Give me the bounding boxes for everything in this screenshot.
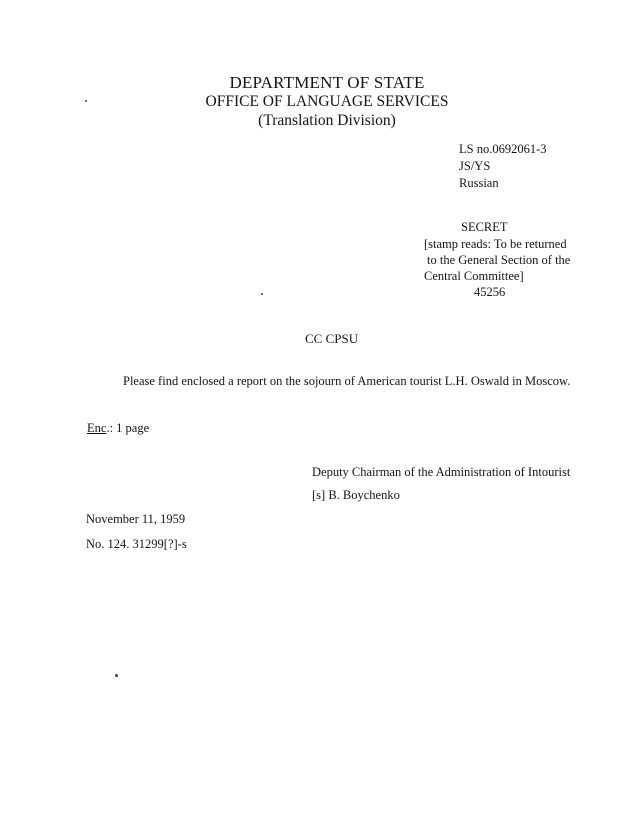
- body-text: Please find enclosed a report on the sojourn of American tourist L.H. Oswald in Moscow.: [123, 374, 571, 388]
- signatory-name: [s] B. Boychenko: [312, 488, 400, 502]
- scan-speck: [85, 100, 87, 102]
- signatory-title: Deputy Chairman of the Administration of Intourist: [312, 465, 571, 479]
- source-language: Russian: [459, 176, 499, 190]
- stamp-line-2: to the General Section of the: [427, 253, 571, 267]
- scan-speck: [261, 293, 263, 295]
- addressee: CC CPSU: [305, 331, 359, 346]
- classification-number: 45256: [474, 285, 506, 299]
- stamp-line-1: [stamp reads: To be returned: [424, 237, 567, 251]
- enclosure-abbr: Enc: [87, 421, 107, 435]
- enclosure-line: [87, 421, 149, 436]
- scan-speck: [115, 674, 118, 677]
- header-division: (Translation Division): [258, 112, 396, 129]
- document-date: November 11, 1959: [86, 512, 186, 526]
- translator-initials: JS/YS: [459, 159, 491, 173]
- ls-number: LS no.0692061-3: [459, 142, 547, 156]
- stamp-line-3: Central Committee]: [424, 269, 524, 283]
- header-office: OFFICE OF LANGUAGE SERVICES: [205, 93, 449, 110]
- outgoing-number: No. 124. 31299[?]-s: [86, 537, 187, 551]
- enclosure-count: .: 1 page: [106, 421, 150, 435]
- classification-level: SECRET: [461, 220, 508, 234]
- header-department: DEPARTMENT OF STATE: [229, 73, 425, 92]
